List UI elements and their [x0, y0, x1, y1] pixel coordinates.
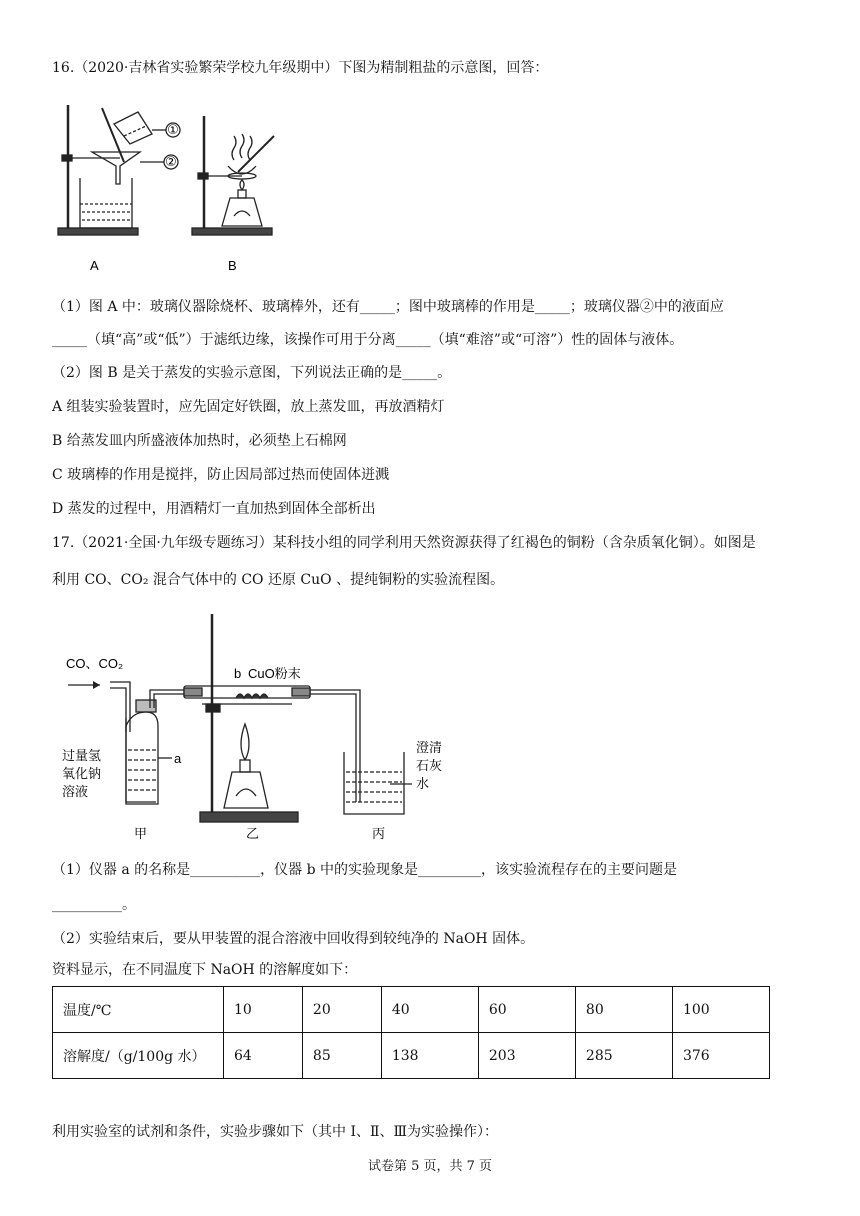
label-b: B	[228, 258, 237, 273]
table-row-head: 温度/℃	[53, 987, 224, 1033]
q16-stem: 16.（2020·吉林省实验繁荣学校九年级期中）下图为精制粗盐的示意图，回答：	[52, 60, 549, 76]
jia-label: 甲	[134, 826, 148, 841]
table-cell: 60	[478, 987, 575, 1033]
cuo-label: CuO粉末	[248, 666, 301, 681]
q17-stem-line1: 17.（2021·全国·九年级专题练习）某科技小组的同学利用天然资源获得了红褐色的铜粉（含杂质氧化铜）。如图是	[52, 535, 756, 551]
q17-data-intro: 资料显示，在不同温度下 NaOH 的溶解度如下：	[52, 962, 358, 978]
marker-2: ②	[165, 154, 177, 169]
q16-option-a: A 组装实验装置时，应先固定好铁圈，放上蒸发皿，再放酒精灯	[52, 399, 445, 415]
q16-option-b: B 给蒸发皿内所盛液体加热时，必须垫上石棉网	[52, 433, 347, 449]
q16-part1-line1: （1）图 A 中：玻璃仪器除烧杯、玻璃棒外，还有_____；图中玻璃棒的作用是_____；玻璃仪器②中的液面应	[52, 299, 724, 315]
table-cell: 85	[302, 1033, 381, 1079]
page-footer: 试卷第 5 页，共 7 页	[367, 1159, 493, 1174]
lime-label-2: 石灰	[416, 758, 443, 773]
q17-figure	[60, 612, 460, 847]
q16-part2: （2）图 B 是关于蒸发的实验示意图，下列说法正确的是_____。	[52, 365, 452, 381]
gas-inlet-label: CO、CO₂	[66, 656, 124, 671]
filtration-apparatus	[58, 105, 180, 235]
solubility-table	[52, 986, 770, 1079]
q17-stem-line2: 利用 CO、CO₂ 混合气体中的 CO 还原 CuO 、提纯铜粉的实验流程图。	[52, 572, 505, 588]
table-cell: 100	[672, 987, 769, 1033]
q16-option-d: D 蒸发的过程中，用酒精灯一直加热到固体全部析出	[52, 501, 376, 517]
q17-part1-line1: （1）仪器 a 的名称是__________，仪器 b 中的实验现象是_________，该实验流程存在的主要问题是	[52, 862, 678, 878]
q16-option-c: C 玻璃棒的作用是搅拌，防止因局部过热而使固体迸溅	[52, 467, 390, 483]
table-cell: 20	[302, 987, 381, 1033]
yi-label: 乙	[246, 826, 260, 841]
table-cell: 203	[478, 1033, 575, 1079]
table-row-head: 溶解度/（g/100g 水）	[53, 1033, 224, 1079]
table-cell: 10	[224, 987, 303, 1033]
marker-1: ①	[167, 122, 179, 137]
naoh-label-2: 氧化钠	[62, 766, 102, 781]
q17-part2: （2）实验结束后，要从甲装置的混合溶液中回收得到较纯净的 NaOH 固体。	[52, 931, 535, 947]
a-label: a	[174, 751, 182, 766]
naoh-label-1: 过量氢	[62, 748, 102, 763]
table-cell: 64	[224, 1033, 303, 1079]
table-row	[53, 1033, 770, 1079]
evaporation-apparatus	[192, 116, 274, 235]
bing-label: 丙	[372, 826, 386, 841]
q16-part1-line2: _____（填“高”或“低”）于滤纸边缘，该操作可用于分离_____（填“难溶”或“可溶”）性的固体与液体。	[52, 332, 684, 348]
table-cell: 80	[575, 987, 672, 1033]
table-cell: 40	[381, 987, 478, 1033]
naoh-label-3: 溶液	[62, 784, 89, 799]
q17-steps-intro: 利用实验室的试剂和条件，实验步骤如下（其中 I、Ⅱ、Ⅲ为实验操作）：	[52, 1124, 498, 1140]
label-a: A	[90, 258, 99, 273]
table-row	[53, 987, 770, 1033]
table-cell: 376	[672, 1033, 769, 1079]
q17-part1-line2: __________。	[52, 897, 136, 913]
lime-label-1: 澄清	[416, 740, 443, 755]
table-cell: 138	[381, 1033, 478, 1079]
table-cell: 285	[575, 1033, 672, 1079]
b-label: b	[234, 666, 242, 681]
lime-label-3: 水	[416, 776, 430, 791]
q16-figure	[52, 100, 312, 280]
